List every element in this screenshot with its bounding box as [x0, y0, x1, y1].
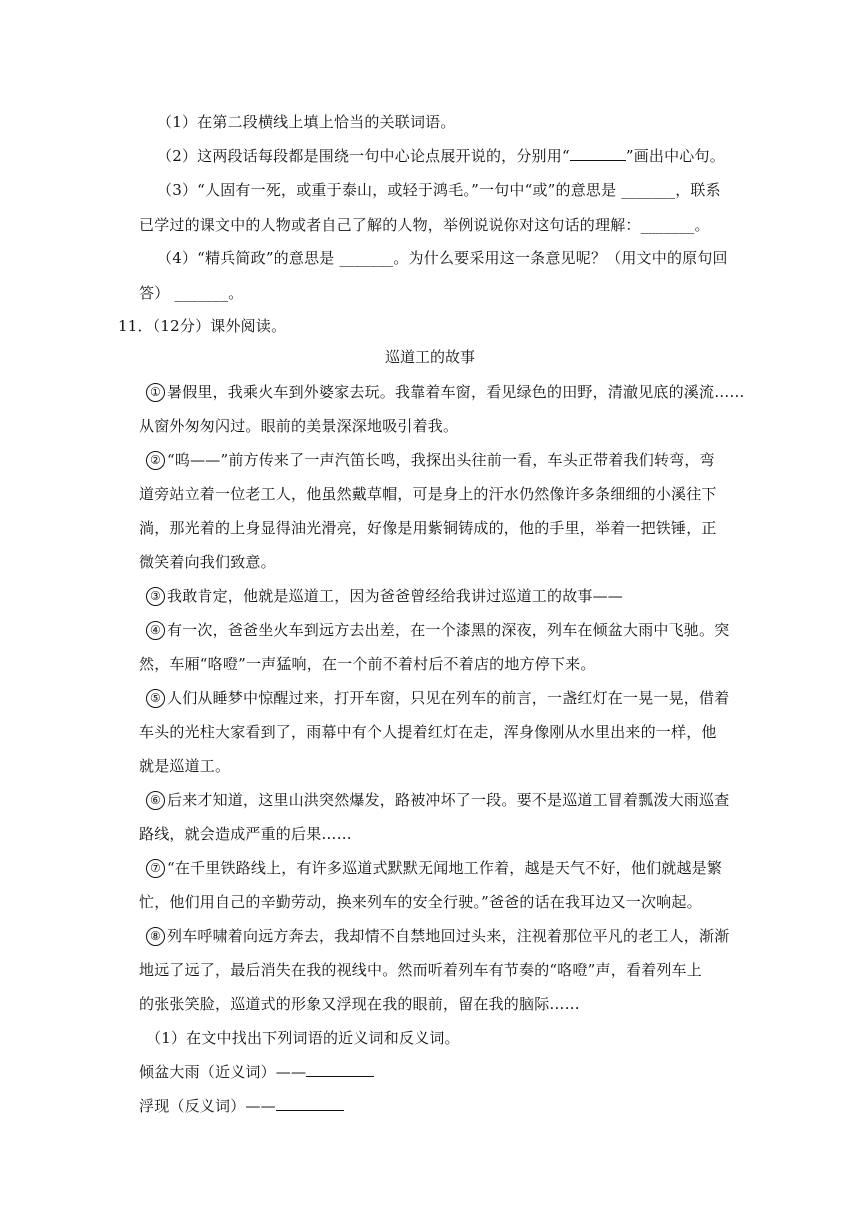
passage-title: 巡道工的故事: [384, 348, 475, 366]
q10-sub2: [157, 146, 725, 166]
q10-sub2-pre: （2）这两段话每段都是围绕一句中心论点展开说的，分别用“: [157, 147, 570, 165]
paragraph-8-line3: 的张张笑脸，巡道式的形象又浮现在我的眼前，留在我的脑际……: [139, 995, 580, 1013]
antonym-answer-blank[interactable]: [276, 1096, 344, 1111]
q10-sub2-post: ”画出中心句。: [625, 147, 725, 165]
answer-blank[interactable]: [570, 146, 626, 161]
word-synonym-label: 倾盆大雨（近义词）——: [139, 1063, 307, 1081]
q10-sub4-line1: （4）“精兵简政”的意思是 _______。为什么要采用这一条意见呢？（用文中的原句回: [157, 249, 728, 267]
paragraph-1-line2: 从窗外匆匆闪过。眼前的美景深深地吸引着我。: [139, 417, 459, 435]
paragraph-number: ⑥: [146, 791, 165, 810]
synonym-answer-blank[interactable]: [306, 1062, 374, 1077]
paragraph-5-line1: [146, 688, 729, 708]
paragraph-2-line2: 道旁站立着一位老工人，他虽然戴草帽，可是身上的汗水仍然像许多条细细的小溪往下: [139, 485, 717, 503]
paragraph-number: ⑦: [146, 859, 165, 878]
paragraph-text: 列车呼啸着向远方奔去，我却情不自禁地回过头来，注视着那位平凡的老工人，渐渐: [167, 927, 730, 945]
paragraph-number: ④: [146, 621, 165, 640]
paragraph-text: 有一次，爸爸坐火车到远方去出差，在一个漆黑的深夜，列车在倾盆大雨中飞驰。突: [167, 621, 730, 639]
paragraph-6-line2: 路线，就会造成严重的后果……: [139, 825, 352, 843]
paragraph-5-line3: 就是巡道工。: [139, 757, 231, 775]
q10-sub3-line2: 已学过的课文中的人物或者自己了解的人物，举例说说你对这句话的理解：_______。: [139, 216, 710, 234]
paragraph-2-line4: 微笑着向我们致意。: [139, 553, 276, 571]
paragraph-1-line1: [146, 382, 745, 402]
paragraph-number: ⑤: [146, 689, 165, 708]
paragraph-number: ①: [146, 383, 165, 402]
paragraph-number: ⑧: [146, 927, 165, 946]
word-synonym-row: [139, 1062, 374, 1082]
paragraph-number: ③: [146, 587, 165, 606]
paragraph-2-line3: 淌，那光着的上身显得油光滑亮，好像是用紫铜铸成的，他的手里，举着一把铁锤，正: [139, 519, 717, 537]
q11-header: 11．（12分）课外阅读。: [118, 317, 287, 335]
q10-sub4-line2: 答） _______。: [139, 284, 244, 302]
paragraph-2-line1: [146, 450, 715, 470]
paragraph-8-line2: 地远了远了，最后消失在我的视线中。然而听着列车有节奏的“咯噔”声，看着列车上: [139, 961, 702, 979]
paragraph-4-line1: [146, 620, 729, 640]
paragraph-4-line2: 然，车厢“咯噔”一声猛响，在一个前不着村后不着店的地方停下来。: [139, 655, 596, 673]
q11-sub1: （1）在文中找出下列词语的近义词和反义词。: [146, 1029, 460, 1047]
q10-sub1: （1）在第二段横线上填上恰当的关联词语。: [157, 113, 456, 131]
paragraph-number: ②: [146, 451, 165, 470]
paragraph-8-line1: [146, 926, 729, 946]
paragraph-text: 人们从睡梦中惊醒过来，打开车窗，只见在列车的前言，一盏红灯在一晃一晃，借着: [167, 689, 730, 707]
paragraph-7-line2: 忙，他们用自己的辛勤劳动，换来列车的安全行驶。”爸爸的话在我耳边又一次响起。: [139, 893, 702, 911]
paragraph-7-line1: [146, 858, 722, 878]
paragraph-6-line1: [146, 790, 729, 810]
word-antonym-label: 浮现（反义词）——: [139, 1097, 276, 1115]
paragraph-text: 后来才知道，这里山洪突然爆发，路被冲坏了一段。要不是巡道工冒着瓢泼大雨巡查: [167, 791, 730, 809]
paragraph-5-line2: 车头的光柱大家看到了，雨幕中有个人提着红灯在走，浑身像刚从水里出来的一样，他: [139, 723, 717, 741]
paragraph-text: 我敢肯定，他就是巡道工，因为爸爸曾经给我讲过巡道工的故事——: [167, 587, 624, 605]
word-antonym-row: [139, 1096, 344, 1116]
q10-sub3-line1: （3）“人固有一死，或重于泰山，或轻于鸿毛。”一句中“或”的意思是 _______，联系: [157, 181, 721, 199]
paragraph-3-line1: [146, 586, 623, 606]
paragraph-text: “呜——”前方传来了一声汽笛长鸣，我探出头往前一看，车头正带着我们转弯，弯: [167, 451, 715, 469]
paragraph-text: 暑假里，我乘火车到外婆家去玩。我靠着车窗，看见绿色的田野，清澈见底的溪流……: [167, 383, 745, 401]
paragraph-text: “在千里铁路线上，有许多巡道式默默无闻地工作着，越是天气不好，他们就越是繁: [167, 859, 723, 877]
